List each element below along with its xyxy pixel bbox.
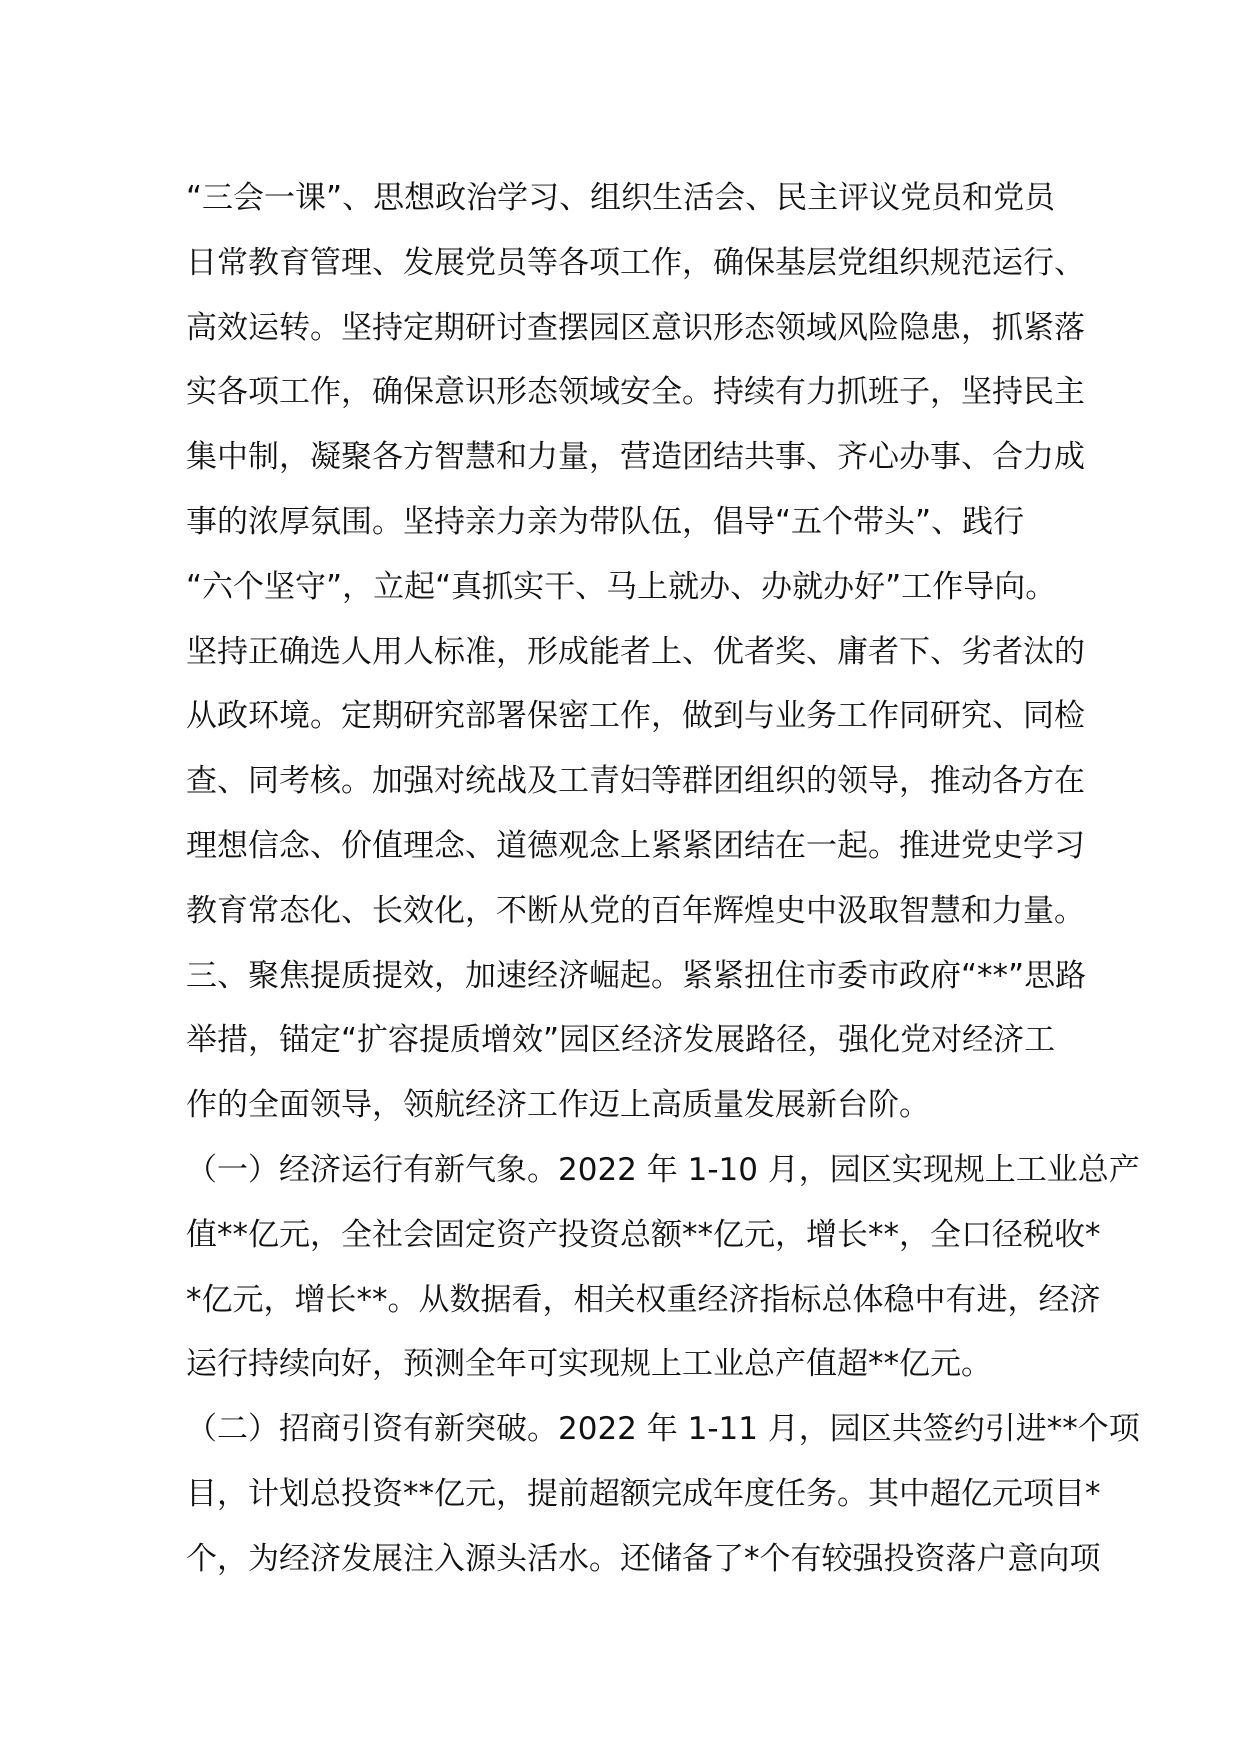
subsection-line: （二）招商引资有新突破。2022 年 1-11 月，园区共签约引进**个项 — [186, 1411, 1140, 1448]
text-line: 运行持续向好，预测全年可实现规上工业总产值超**亿元。 — [186, 1346, 992, 1383]
text-line: 值**亿元，全社会固定资产投资总额**亿元，增长**，全口径税收* — [186, 1216, 1101, 1253]
text-line: 查、同考核。加强对统战及工青妇等群团组织的领导，推动各方在 — [186, 763, 1085, 800]
text-line: “三会一课”、思想政治学习、组织生活会、民主评议党员和党员 — [186, 180, 1056, 216]
text-line: 目，计划总投资**亿元，提前超额完成年度任务。其中超亿元项目* — [186, 1475, 1101, 1512]
text-line: *亿元，增长**。从数据看，相关权重经济指标总体稳中有进，经济 — [186, 1281, 1101, 1318]
text-line: 日常教育管理、发展党员等各项工作，确保基层党组织规范运行、 — [186, 244, 1085, 281]
text-line: 高效运转。坚持定期研讨查摆园区意识形态领域风险隐患，抓紧落 — [186, 309, 1085, 346]
text-line: 举措，锚定“扩容提质增效”园区经济发展路径，强化党对经济工 — [186, 1022, 1056, 1059]
text-line: “六个坚守”，立起“真抓实干、马上就办、办就办好”工作导向。 — [186, 568, 1057, 605]
section-heading-line: 三、聚焦提质提效，加速经济崛起。紧紧扭住市委市政府“**”思路 — [186, 957, 1087, 994]
text-line: 作的全面领导，领航经济工作迈上高质量发展新台阶。 — [186, 1087, 930, 1124]
text-line: 事的浓厚氛围。坚持亲力亲为带队伍，倡导“五个带头”、践行 — [186, 503, 1025, 540]
text-line: 集中制，凝聚各方智慧和力量，营造团结共事、齐心办事、合力成 — [186, 439, 1085, 476]
text-line: 实各项工作，确保意识形态领域安全。持续有力抓班子，坚持民主 — [186, 374, 1085, 411]
text-line: 教育常态化、长效化，不断从党的百年辉煌史中汲取智慧和力量。 — [186, 892, 1085, 929]
text-line: 坚持正确选人用人标准，形成能者上、优者奖、庸者下、劣者汰的 — [186, 633, 1085, 670]
text-line: 理想信念、价值理念、道德观念上紧紧团结在一起。推进党史学习 — [186, 827, 1085, 864]
document-body — [186, 166, 1140, 1592]
text-line: 从政环境。定期研究部署保密工作，做到与业务工作同研究、同检 — [186, 698, 1085, 735]
text-line: 个，为经济发展注入源头活水。还储备了*个有较强投资落户意向项 — [186, 1540, 1101, 1577]
subsection-line: （一）经济运行有新气象。2022 年 1-10 月，园区实现规上工业总产 — [186, 1151, 1140, 1188]
